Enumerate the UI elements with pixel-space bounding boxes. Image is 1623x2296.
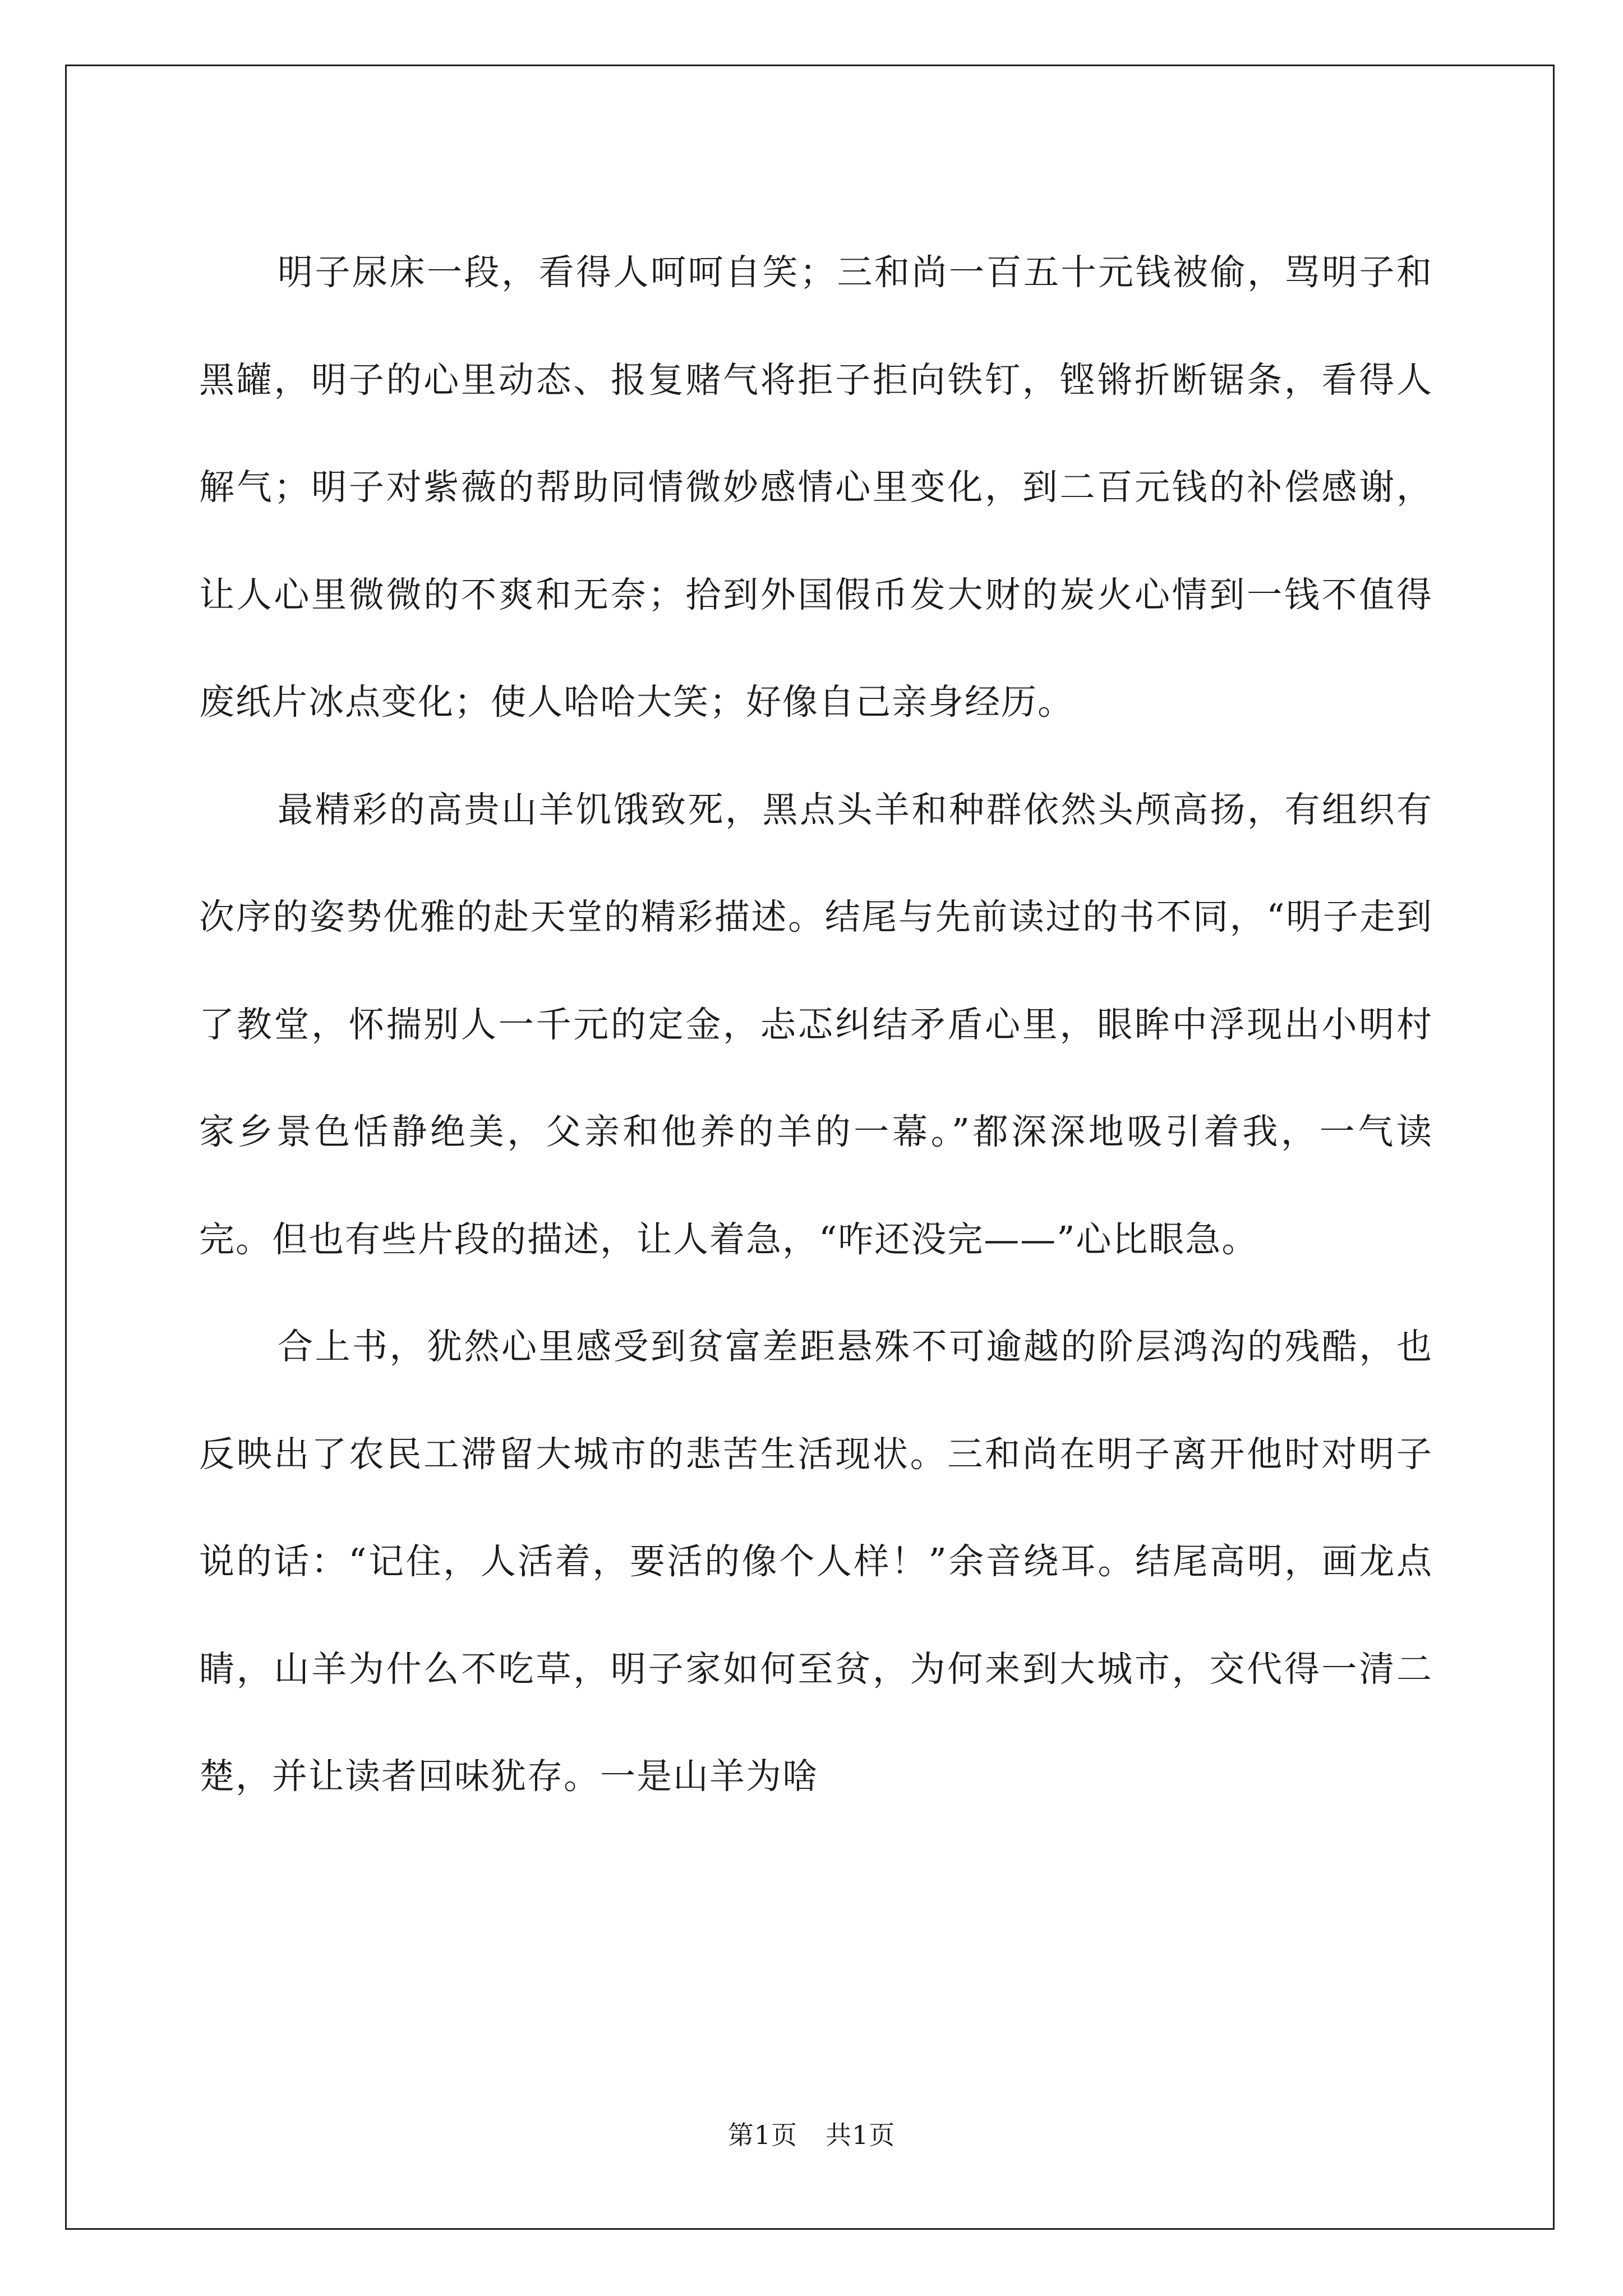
paragraph: 明子尿床一段，看得人呵呵自笑；三和尚一百五十元钱被偷，骂明子和黑罐，明子的心里动态、报复赌气将拒子拒向铁钉，铿锵折断锯条，看得人解气；明子对紫薇的帮助同情微妙感情心里变化，到二百元钱的补偿感谢，让人心里微微的不爽和无奈；拾到外国假币发大财的炭火心情到一钱不值得废纸片冰点变化；使人哈哈大笑；好像自己亲身经历。 [199,252,1433,723]
page-total: 共1页 [826,2120,896,2150]
page-number: 第1页 [727,2120,797,2150]
paragraph: 最精彩的高贵山羊饥饿致死，黑点头羊和种群依然头颅高扬，有组织有次序的姿势优雅的赴天堂的精彩描述。结尾与先前读过的书不同，“明子走到了教堂，怀揣别人一千元的定金，忐忑纠结矛盾心里，眼眸中浮现出小明村家乡景色恬静绝美，父亲和他养的羊的一幕。”都深深地吸引着我，一气读完。但也有些片段的描述，让人着急，“咋还没完——”心比眼急。 [199,789,1433,1260]
paragraph: 合上书，犹然心里感受到贫富差距悬殊不可逾越的阶层鸿沟的残酷，也反映出了农民工滞留大城市的悲苦生活现状。三和尚在明子离开他时对明子说的话：“记住，人活着，要活的像个人样！”余音绕耳。结尾高明，画龙点睛，山羊为什么不吃草，明子家如何至贫，为何来到大城市，交代得一清二楚，并让读者回味犹存。一是山羊为啥 [199,1326,1433,1797]
document-body [199,219,1433,1830]
page-footer [0,2115,1623,2152]
